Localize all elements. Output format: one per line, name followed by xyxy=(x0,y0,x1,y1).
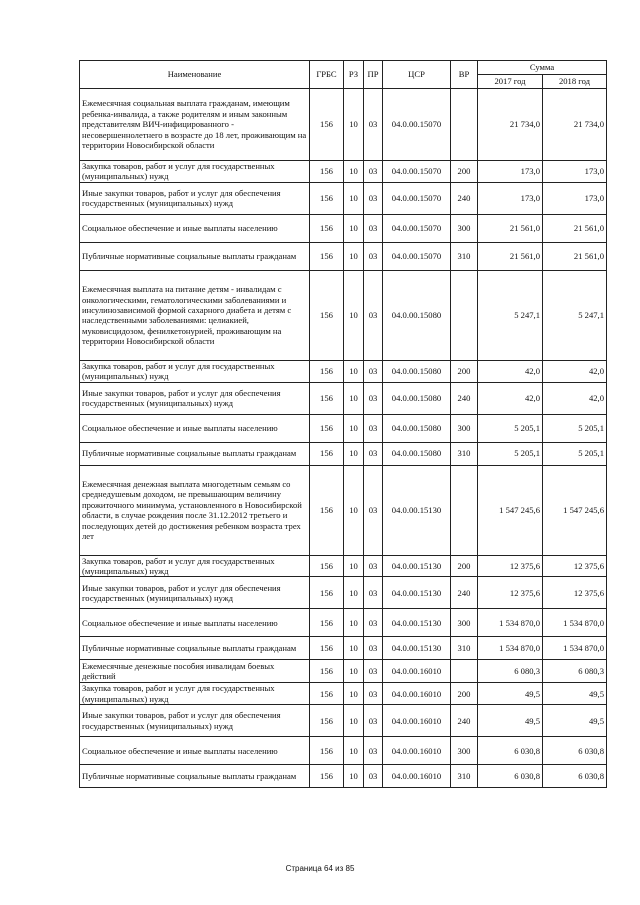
row-csr: 04.0.00.15070 xyxy=(383,89,451,161)
row-csr: 04.0.00.15080 xyxy=(383,414,451,442)
row-rz: 10 xyxy=(344,577,364,609)
row-name: Закупка товаров, работ и услуг для государственных (муниципальных) нужд xyxy=(80,360,310,382)
page-number: Страница 64 из 85 xyxy=(285,864,355,873)
table-row xyxy=(80,765,607,788)
row-name: Социальное обеспечение и иные выплаты населению xyxy=(80,214,310,242)
row-vr: 240 xyxy=(451,382,478,414)
row-sum-2018: 5 247,1 xyxy=(543,270,607,360)
row-sum-2017: 21 734,0 xyxy=(478,89,543,161)
row-csr: 04.0.00.16010 xyxy=(383,765,451,788)
row-name: Иные закупки товаров, работ и услуг для обеспечения государственных (муниципальных) нужд xyxy=(80,182,310,214)
table-row xyxy=(80,683,607,705)
row-rz: 10 xyxy=(344,555,364,577)
row-vr: 310 xyxy=(451,637,478,660)
row-pr: 03 xyxy=(364,705,383,737)
row-csr: 04.0.00.16010 xyxy=(383,683,451,705)
row-name: Публичные нормативные социальные выплаты гражданам xyxy=(80,442,310,465)
row-csr: 04.0.00.16010 xyxy=(383,737,451,765)
row-name: Публичные нормативные социальные выплаты гражданам xyxy=(80,637,310,660)
row-sum-2017: 42,0 xyxy=(478,360,543,382)
table-row xyxy=(80,465,607,555)
row-sum-2018: 1 547 245,6 xyxy=(543,465,607,555)
row-vr: 300 xyxy=(451,609,478,637)
row-pr: 03 xyxy=(364,465,383,555)
row-sum-2018: 173,0 xyxy=(543,182,607,214)
row-sum-2017: 5 205,1 xyxy=(478,442,543,465)
row-sum-2018: 21 561,0 xyxy=(543,242,607,270)
row-sum-2017: 21 561,0 xyxy=(478,214,543,242)
row-grbs: 156 xyxy=(310,214,344,242)
row-csr: 04.0.00.16010 xyxy=(383,705,451,737)
row-vr: 310 xyxy=(451,242,478,270)
table-row xyxy=(80,242,607,270)
row-csr: 04.0.00.15130 xyxy=(383,465,451,555)
row-sum-2017: 6 080,3 xyxy=(478,660,543,683)
row-sum-2017: 12 375,6 xyxy=(478,555,543,577)
row-rz: 10 xyxy=(344,660,364,683)
row-vr: 300 xyxy=(451,737,478,765)
row-vr: 240 xyxy=(451,577,478,609)
row-sum-2018: 6 080,3 xyxy=(543,660,607,683)
row-pr: 03 xyxy=(364,214,383,242)
table-row xyxy=(80,214,607,242)
row-name: Ежемесячная выплата на питание детям - инвалидам с онкологическими, гематологическими заболеваниями и инсулинозависимой формой сахарного диабета и детям с наследственными заболеваниями: целиакией, муковисцидозом, фенилкетонурией, проживающим на территории Новосибирской области xyxy=(80,270,310,360)
row-grbs: 156 xyxy=(310,637,344,660)
row-sum-2017: 173,0 xyxy=(478,161,543,183)
table-row xyxy=(80,609,607,637)
row-name: Ежемесячная денежная выплата многодетным семьям со среднедушевым доходом, не превышающим величину прожиточного минимума, установленного в Новосибирской области, в случае рождения после 31.12.2012 третьего и последующих детей до достижения ребенком возраста трех лет xyxy=(80,465,310,555)
table-row xyxy=(80,89,607,161)
table-row xyxy=(80,270,607,360)
header-pr: ПР xyxy=(364,61,383,89)
header-year-2017: 2017 год xyxy=(478,75,543,89)
row-csr: 04.0.00.15070 xyxy=(383,161,451,183)
row-csr: 04.0.00.15070 xyxy=(383,182,451,214)
table-row xyxy=(80,705,607,737)
row-vr: 240 xyxy=(451,705,478,737)
row-rz: 10 xyxy=(344,705,364,737)
row-rz: 10 xyxy=(344,414,364,442)
table-body xyxy=(80,89,607,788)
header-sum: Сумма xyxy=(478,61,607,75)
row-sum-2018: 21 561,0 xyxy=(543,214,607,242)
table-row xyxy=(80,382,607,414)
row-rz: 10 xyxy=(344,382,364,414)
row-sum-2017: 5 247,1 xyxy=(478,270,543,360)
row-pr: 03 xyxy=(364,609,383,637)
row-rz: 10 xyxy=(344,161,364,183)
row-rz: 10 xyxy=(344,465,364,555)
row-vr: 200 xyxy=(451,161,478,183)
row-sum-2017: 12 375,6 xyxy=(478,577,543,609)
row-name: Иные закупки товаров, работ и услуг для обеспечения государственных (муниципальных) нужд xyxy=(80,577,310,609)
row-pr: 03 xyxy=(364,360,383,382)
row-csr: 04.0.00.15070 xyxy=(383,242,451,270)
row-grbs: 156 xyxy=(310,270,344,360)
row-name: Социальное обеспечение и иные выплаты населению xyxy=(80,737,310,765)
row-rz: 10 xyxy=(344,737,364,765)
row-rz: 10 xyxy=(344,765,364,788)
row-rz: 10 xyxy=(344,242,364,270)
row-grbs: 156 xyxy=(310,89,344,161)
row-grbs: 156 xyxy=(310,161,344,183)
row-pr: 03 xyxy=(364,382,383,414)
row-vr: 300 xyxy=(451,214,478,242)
row-pr: 03 xyxy=(364,765,383,788)
row-sum-2018: 49,5 xyxy=(543,705,607,737)
row-grbs: 156 xyxy=(310,660,344,683)
row-pr: 03 xyxy=(364,182,383,214)
table-row xyxy=(80,660,607,683)
row-sum-2017: 42,0 xyxy=(478,382,543,414)
row-sum-2017: 49,5 xyxy=(478,683,543,705)
row-sum-2017: 1 534 870,0 xyxy=(478,609,543,637)
row-sum-2018: 5 205,1 xyxy=(543,414,607,442)
row-name: Ежемесячная социальная выплата гражданам, имеющим ребенка-инвалида, а также родителям и иным законным представителям ВИЧ-инфицированного - несовершеннолетнего в возрасте до 18 лет, проживающим на территории Новосибирской области xyxy=(80,89,310,161)
row-sum-2018: 1 534 870,0 xyxy=(543,637,607,660)
row-sum-2018: 42,0 xyxy=(543,360,607,382)
row-pr: 03 xyxy=(364,637,383,660)
row-name: Иные закупки товаров, работ и услуг для обеспечения государственных (муниципальных) нужд xyxy=(80,705,310,737)
row-sum-2018: 6 030,8 xyxy=(543,737,607,765)
row-vr: 310 xyxy=(451,442,478,465)
row-grbs: 156 xyxy=(310,360,344,382)
row-sum-2018: 42,0 xyxy=(543,382,607,414)
row-sum-2017: 49,5 xyxy=(478,705,543,737)
row-sum-2017: 1 547 245,6 xyxy=(478,465,543,555)
row-pr: 03 xyxy=(364,660,383,683)
row-grbs: 156 xyxy=(310,182,344,214)
row-grbs: 156 xyxy=(310,414,344,442)
row-pr: 03 xyxy=(364,89,383,161)
row-grbs: 156 xyxy=(310,705,344,737)
row-sum-2018: 12 375,6 xyxy=(543,577,607,609)
row-name: Социальное обеспечение и иные выплаты населению xyxy=(80,609,310,637)
row-name: Иные закупки товаров, работ и услуг для обеспечения государственных (муниципальных) нужд xyxy=(80,382,310,414)
table-row xyxy=(80,161,607,183)
row-sum-2018: 49,5 xyxy=(543,683,607,705)
row-sum-2018: 173,0 xyxy=(543,161,607,183)
header-grbs: ГРБС xyxy=(310,61,344,89)
header-name: Наименование xyxy=(80,61,310,89)
row-vr: 200 xyxy=(451,683,478,705)
table-row xyxy=(80,577,607,609)
row-sum-2017: 5 205,1 xyxy=(478,414,543,442)
row-pr: 03 xyxy=(364,270,383,360)
row-rz: 10 xyxy=(344,89,364,161)
row-vr: 200 xyxy=(451,555,478,577)
row-vr xyxy=(451,270,478,360)
row-csr: 04.0.00.15130 xyxy=(383,637,451,660)
row-pr: 03 xyxy=(364,577,383,609)
row-rz: 10 xyxy=(344,270,364,360)
row-vr: 200 xyxy=(451,360,478,382)
row-sum-2017: 21 561,0 xyxy=(478,242,543,270)
row-grbs: 156 xyxy=(310,737,344,765)
row-rz: 10 xyxy=(344,683,364,705)
row-sum-2018: 21 734,0 xyxy=(543,89,607,161)
row-vr: 240 xyxy=(451,182,478,214)
row-pr: 03 xyxy=(364,242,383,270)
row-sum-2018: 12 375,6 xyxy=(543,555,607,577)
row-csr: 04.0.00.15130 xyxy=(383,609,451,637)
table-row xyxy=(80,737,607,765)
row-name: Закупка товаров, работ и услуг для государственных (муниципальных) нужд xyxy=(80,683,310,705)
header-vr: ВР xyxy=(451,61,478,89)
row-csr: 04.0.00.15130 xyxy=(383,577,451,609)
row-pr: 03 xyxy=(364,737,383,765)
row-csr: 04.0.00.15070 xyxy=(383,214,451,242)
row-grbs: 156 xyxy=(310,609,344,637)
row-pr: 03 xyxy=(364,161,383,183)
row-name: Публичные нормативные социальные выплаты гражданам xyxy=(80,765,310,788)
row-vr xyxy=(451,660,478,683)
row-name: Закупка товаров, работ и услуг для государственных (муниципальных) нужд xyxy=(80,555,310,577)
row-rz: 10 xyxy=(344,609,364,637)
row-sum-2018: 6 030,8 xyxy=(543,765,607,788)
table-row xyxy=(80,360,607,382)
table-row xyxy=(80,182,607,214)
row-csr: 04.0.00.15080 xyxy=(383,270,451,360)
row-rz: 10 xyxy=(344,214,364,242)
header-year-2018: 2018 год xyxy=(543,75,607,89)
row-csr: 04.0.00.15080 xyxy=(383,360,451,382)
row-name: Социальное обеспечение и иные выплаты населению xyxy=(80,414,310,442)
row-pr: 03 xyxy=(364,442,383,465)
row-csr: 04.0.00.15080 xyxy=(383,382,451,414)
row-name: Публичные нормативные социальные выплаты гражданам xyxy=(80,242,310,270)
row-grbs: 156 xyxy=(310,555,344,577)
row-pr: 03 xyxy=(364,683,383,705)
table-row xyxy=(80,637,607,660)
row-csr: 04.0.00.15080 xyxy=(383,442,451,465)
row-pr: 03 xyxy=(364,414,383,442)
row-vr: 300 xyxy=(451,414,478,442)
row-csr: 04.0.00.16010 xyxy=(383,660,451,683)
budget-table xyxy=(79,60,607,788)
row-sum-2017: 1 534 870,0 xyxy=(478,637,543,660)
row-sum-2018: 5 205,1 xyxy=(543,442,607,465)
row-vr xyxy=(451,89,478,161)
table-row xyxy=(80,555,607,577)
row-grbs: 156 xyxy=(310,465,344,555)
header-rz: РЗ xyxy=(344,61,364,89)
row-sum-2017: 6 030,8 xyxy=(478,765,543,788)
row-sum-2017: 173,0 xyxy=(478,182,543,214)
row-grbs: 156 xyxy=(310,577,344,609)
row-name: Закупка товаров, работ и услуг для государственных (муниципальных) нужд xyxy=(80,161,310,183)
row-csr: 04.0.00.15130 xyxy=(383,555,451,577)
row-rz: 10 xyxy=(344,442,364,465)
row-rz: 10 xyxy=(344,360,364,382)
row-grbs: 156 xyxy=(310,683,344,705)
row-grbs: 156 xyxy=(310,442,344,465)
table-row xyxy=(80,442,607,465)
row-grbs: 156 xyxy=(310,242,344,270)
header-csr: ЦСР xyxy=(383,61,451,89)
row-rz: 10 xyxy=(344,182,364,214)
row-sum-2017: 6 030,8 xyxy=(478,737,543,765)
row-sum-2018: 1 534 870,0 xyxy=(543,609,607,637)
row-grbs: 156 xyxy=(310,765,344,788)
table-row xyxy=(80,414,607,442)
row-rz: 10 xyxy=(344,637,364,660)
row-vr xyxy=(451,465,478,555)
row-pr: 03 xyxy=(364,555,383,577)
row-vr: 310 xyxy=(451,765,478,788)
row-name: Ежемесячные денежные пособия инвалидам боевых действий xyxy=(80,660,310,683)
row-grbs: 156 xyxy=(310,382,344,414)
